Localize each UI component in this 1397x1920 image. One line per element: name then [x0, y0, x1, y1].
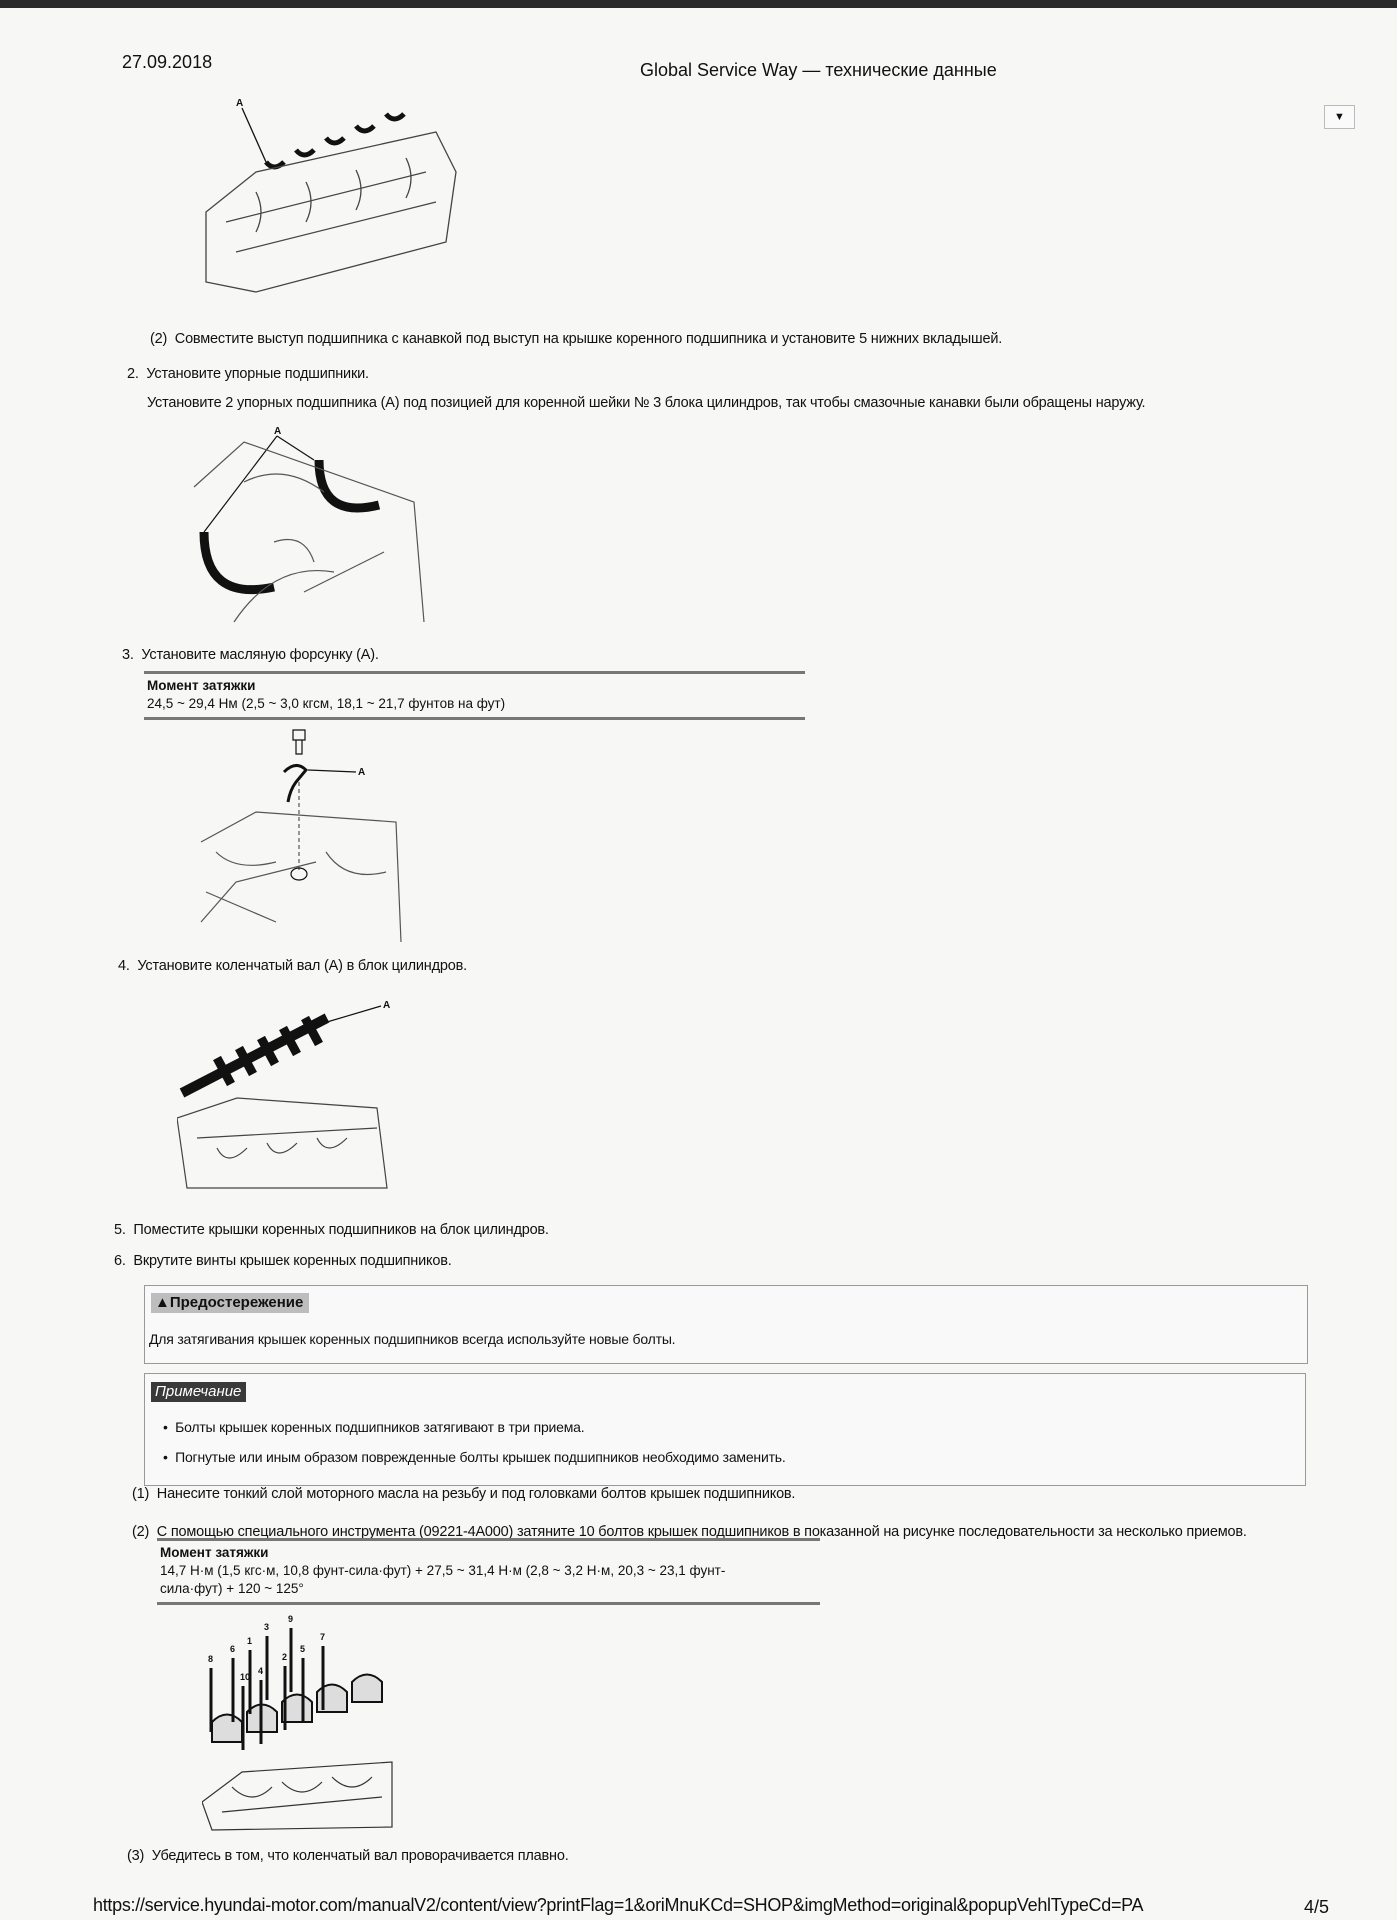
figure-label-a: A: [236, 98, 244, 109]
bolt-number: 7: [320, 1632, 326, 1642]
note-box: [144, 1373, 1306, 1486]
bolt-number: 5: [300, 1644, 306, 1654]
torque-spec-bearing-cap: [157, 1538, 820, 1605]
torque-label: Момент затяжки: [147, 678, 256, 693]
bolt-number: 10: [240, 1672, 251, 1682]
bolt-number: 8: [208, 1654, 214, 1664]
step-5: 5. Поместите крышки коренных подшипников на блок цилиндров.: [114, 1222, 549, 1238]
dropdown-button[interactable]: [1324, 105, 1355, 129]
step-6-1: (1) Нанесите тонкий слой моторного масла на резьбу и под головками болтов крышек подшипников.: [132, 1486, 796, 1502]
note-item: • Погнутые или иным образом поврежденные болты крышек подшипников необходимо заменить.: [163, 1449, 786, 1465]
svg-text:A: A: [274, 426, 282, 437]
bolt-number: 6: [230, 1644, 236, 1654]
step-6-2: (2) С помощью специального инструмента (09221-4A000) затяните 10 болтов крышек подшипников в показанной на рисунке последовательности за несколько приемов.: [132, 1524, 1247, 1540]
page-title: Global Service Way — технические данные: [640, 60, 997, 80]
step-3: 3. Установите масляную форсунку (A).: [122, 647, 379, 663]
torque-spec-oil-jet: [144, 671, 805, 720]
bolt-number: 9: [288, 1614, 294, 1624]
triangle-down-icon: ▼: [1334, 111, 1345, 123]
figure-thrust-bearings: [184, 422, 436, 627]
torque-value-line2: сила·фут) + 120 ~ 125°: [160, 1581, 304, 1596]
figure-crankshaft: [177, 998, 393, 1194]
step-1-2: (2) Совместите выступ подшипника с канавкой под выступ на крышке коренного подшипника и установите 5 нижних вкладышей.: [150, 331, 1003, 347]
step-4: 4. Установите коленчатый вал (A) в блок цилиндров.: [118, 958, 467, 974]
figure-oil-jet: [196, 722, 406, 944]
svg-text:A: A: [358, 767, 366, 778]
bolt-number: 1: [247, 1636, 253, 1646]
bolt-number: 2: [282, 1652, 288, 1662]
page-number: 4/5: [1304, 1897, 1330, 1917]
step-2: 2. Установите упорные подшипники.: [127, 366, 369, 382]
footer-url: https://service.hyundai-motor.com/manualV2/content/view?printFlag=1&oriMnuKCd=SHOP&imgMethod=original&popupVehlTypeCd=PA: [93, 1895, 1144, 1915]
print-date: 27.09.2018: [122, 52, 213, 72]
step-6: 6. Вкрутите винты крышек коренных подшипников.: [114, 1253, 452, 1269]
figure-bolt-sequence: [202, 1612, 394, 1832]
bolt-number: 4: [258, 1666, 264, 1676]
step-2-detail: Установите 2 упорных подшипника (A) под позицией для коренной шейки № 3 блока цилиндров, так чтобы смазочные канавки были обращены наружу.: [147, 395, 1146, 411]
torque-value-line1: 14,7 Н·м (1,5 кгс·м, 10,8 фунт-сила·фут) + 27,5 ~ 31,4 Н·м (2,8 ~ 3,2 Н·м, 20,3 ~ 23,1 фунт-: [160, 1563, 726, 1578]
caution-box: [144, 1285, 1308, 1364]
step-6-3: (3) Убедитесь в том, что коленчатый вал проворачивается плавно.: [127, 1848, 569, 1864]
caution-text: Для затягивания крышек коренных подшипников всегда используйте новые болты.: [149, 1331, 676, 1347]
top-edge: [0, 0, 1397, 8]
note-item: • Болты крышек коренных подшипников затягивают в три приема.: [163, 1419, 585, 1435]
warning-triangle-icon: ▲: [155, 1294, 170, 1311]
figure-bearing-shells: [196, 92, 466, 302]
bolt-number: 3: [264, 1622, 270, 1632]
svg-text:A: A: [383, 1000, 391, 1011]
torque-value: 24,5 ~ 29,4 Нм (2,5 ~ 3,0 кгсм, 18,1 ~ 21,7 фунтов на фут): [147, 696, 506, 711]
caution-label: ▲Предостережение: [151, 1293, 309, 1313]
note-label: Примечание: [151, 1382, 246, 1402]
torque-label: Момент затяжки: [160, 1545, 269, 1560]
